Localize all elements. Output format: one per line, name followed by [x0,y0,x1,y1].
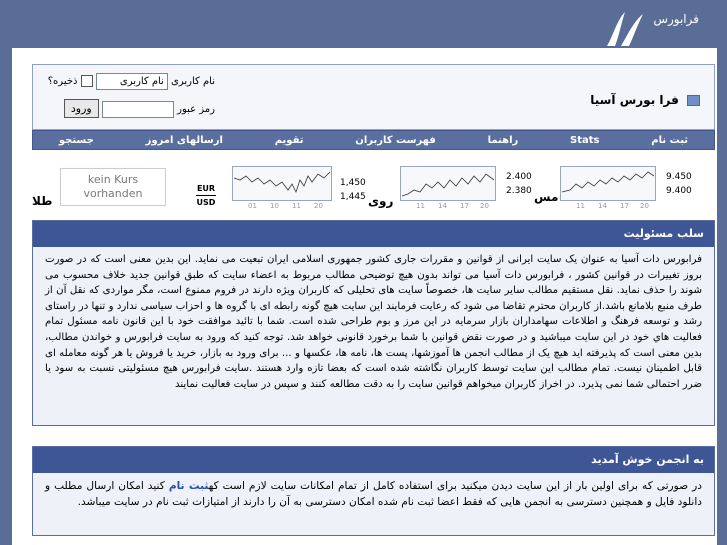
login-form [35,69,215,127]
welcome-panel [32,446,715,536]
eur-label: EUR [196,184,216,193]
site-logo[interactable] [599,4,709,48]
no-kurs-line2: vorhanden [83,187,143,200]
silver-high: 2.400 [506,172,532,182]
eur-usd-divider [196,195,216,196]
zinc-high: 1,450 [340,178,366,188]
gold-label: طلا [32,194,53,208]
welcome-title: به انجمن خوش آمدید [33,447,714,473]
top-banner [0,0,727,48]
welcome-text-after: کنید امکان ارسال مطلب و دانلود فایل و همچنین دسترسی به انجمن هایی که فقط اعضا ثبت نام شده امکان دسترسی به آن را دارند از امتیازات ثبت نام در سایت میباشد. [45,480,702,508]
copper-tick-1: 11 [576,202,585,210]
logo-text: فرابورس [653,12,699,26]
price-tickers [32,162,715,222]
site-title[interactable] [590,93,700,107]
usd-label: USD [196,198,216,207]
zinc-tick-2: 10 [270,202,279,210]
nav-item-register[interactable]: ثبت نام [651,134,689,146]
welcome-body [33,473,714,513]
disclaimer-panel [32,220,715,426]
copper-label: مس [534,190,559,204]
zinc-tick-1: 01 [248,202,257,210]
zinc-low: 1,445 [340,192,366,202]
forum-icon [687,95,700,106]
welcome-register-link[interactable]: ثبت نام [168,480,209,492]
zinc-ticker[interactable] [232,166,366,210]
silver-tick-1: 11 [416,202,425,210]
silver-tick-2: 14 [438,202,447,210]
copper-chart [560,166,656,210]
copper-ticker[interactable] [560,166,692,210]
username-label: نام كاربری [171,76,215,87]
remember-label: ذخیره؟ [47,76,78,87]
silver-tick-3: 17 [460,202,469,210]
copper-tick-2: 14 [598,202,607,210]
disclaimer-body: فرابورس دات آسیا به عنوان یک سایت ایرانی از قوانین و مقررات جاری کشور جمهوری اسلامی ایران تبعیت می نماید. این بدین معنی است که در صورت بروز تغییرات در قوانین کشور ، فرابورس دات آسیا می تواند بدون هیچ توضیحی مطالب مربوط به اعضاء سایت که طبق قوانین جدید خلاف محسوب می شوند را حذف نماید. نقل مستقیم مطالب سایر سایت ها، خصوصاً سایت های تحلیلی که کاربران ویژه دارند در فروم ممنوع است، مگر مواردی که نقل آن از طرف منبع بلامانع باشد.از کاربران محترم تقاضا می شود که رعایت فرمایند این سایت هیچ گونه رابطه ای با گروه ها و احزاب سیاسی ندارد و تنها در راستای رشد و توسعه فرهنگ و اطلاعات سهامداران بازار سرمایه در این مرز و بوم طراحی شده است. شما با تائید موافقت خود با این قانون نامه مسئول تمام فعالیت هاي خود در این سایت میباشید و در صورت نقض قوانین با شما برخورد قانونی خواهد شد. توجه کنید که ورود به سایت فرابورس و خواندن مطالب، بدین معنی است که پذیرفته اید هیچ یک از مطالب انجمن ها آموزشها، پست ها، نامه ها، عکسها و ... برای ورود به بازار، خرید یا فروش یا هر گونه معامله ای قابل اطمینان نیست. تمام مطالب این سایت توسط کاربران نگاشته شده است که بعضا تازه وارد هستند .سایت فرابورس هیچ مسئولیتی نسبت به سود یا ضرر احتمالی شما نمی پذیرد. در اخراز کاربران میخواهم قوانین سایت را به دقت مطالعه کنند و سپس در سایت فعالیت نمایند [45,254,702,390]
password-label: رمز عبور [177,104,215,115]
disclaimer-title: سلب مسئولیت [33,221,714,247]
eur-usd-ticker[interactable] [196,184,216,207]
welcome-text-before: در صورتی که برای اولین بار از این سایت دیدن میکنید برای استفاده کامل از تمام امکانات سایت لازم است که [208,480,702,492]
logo-swoosh-icon [603,6,649,50]
copper-high: 9.450 [666,172,692,182]
header-box [32,64,715,130]
login-button[interactable]: ورود [64,99,99,118]
zinc-label: روی [368,194,394,208]
no-kurs-line1: kein Kurs [87,173,139,186]
silver-chart [400,166,496,210]
remember-checkbox[interactable] [81,75,93,87]
page-content [12,48,717,545]
site-title-text: فرا بورس آسیا [590,93,679,107]
gold-no-price [60,168,166,206]
nav-item-today-posts[interactable]: ارسالهای امروز [145,134,223,146]
nav-item-stats[interactable]: Stats [570,134,600,146]
silver-tick-4: 20 [480,202,489,210]
copper-tick-3: 17 [620,202,629,210]
silver-ticker[interactable] [400,166,532,210]
nav-item-calendar[interactable]: تقویم [274,134,304,146]
nav-item-help[interactable]: راهنما [487,134,519,146]
password-input[interactable] [102,101,174,118]
copper-tick-4: 20 [640,202,649,210]
zinc-tick-3: 11 [292,202,301,210]
silver-low: 2.380 [506,186,532,196]
copper-low: 9.400 [666,186,692,196]
username-input[interactable] [96,73,168,90]
nav-item-members[interactable]: فهرست كاربران [355,134,436,146]
main-nav [32,130,715,150]
zinc-tick-4: 20 [314,202,323,210]
zinc-chart [232,166,332,210]
nav-item-search[interactable]: جستجو [58,134,94,146]
